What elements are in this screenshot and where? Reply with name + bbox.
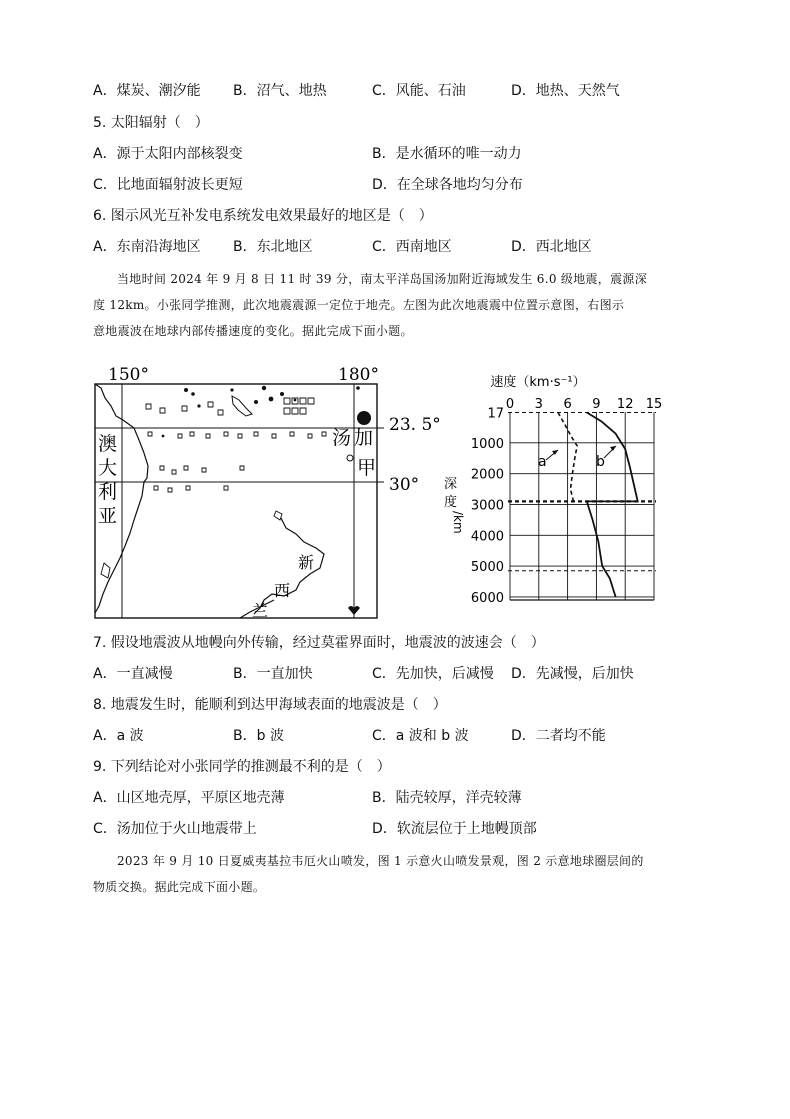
label-nz-3: 兰 [252, 601, 269, 620]
q7-option-d: D．先减慢，后加快 [511, 666, 634, 682]
seismic-wave-graph [418, 366, 668, 610]
island-chain [232, 396, 252, 416]
island-dot [269, 397, 274, 402]
passage-line: 物质交换。据此完成下面小题。 [93, 880, 266, 894]
y-tick-label: 17 [487, 406, 504, 422]
q5-option-b: B．是水循环的唯一动力 [372, 146, 522, 162]
y-axis-label-1: 深 [444, 477, 458, 492]
discontinuity-lines [508, 413, 656, 571]
x-tick-label: 12 [616, 397, 634, 412]
map-lat-23-5: 23. 5° [389, 415, 441, 435]
passage-earthquake [93, 266, 697, 344]
map-lat-30: 30° [389, 475, 420, 495]
island-cluster [148, 432, 326, 438]
map-frame [95, 384, 377, 618]
island-dot [356, 386, 360, 390]
y-tick-label: 5000 [470, 560, 504, 576]
q5-option-d: D．在全球各地均匀分布 [372, 177, 523, 193]
island-dot [294, 399, 297, 402]
label-sea-jia: 甲 [357, 457, 377, 479]
graph-title: 速度（km·s⁻¹） [490, 375, 586, 390]
island-cluster [146, 402, 223, 415]
q6-option-a: A．东南沿海地区 [93, 239, 201, 255]
map-lon-150: 150° [108, 365, 149, 385]
y-tick-label: 6000 [470, 590, 504, 606]
q4-option-d: D．地热、天然气 [511, 83, 620, 99]
label-nz-2: 西 [274, 581, 291, 600]
epicenter-map [86, 358, 441, 623]
island-cluster [154, 466, 244, 492]
graph-grid [510, 412, 654, 600]
x-tick-labels [506, 397, 662, 412]
label-tonga-1: 汤 [332, 427, 352, 449]
q8-option-d: D．二者均不能 [511, 728, 606, 744]
q6-option-d: D．西北地区 [511, 239, 592, 255]
q5-option-c: C．比地面辐射波长更短 [93, 177, 243, 193]
q9-option-a: A．山区地壳厚，平原区地壳薄 [93, 790, 285, 806]
island-outline [274, 511, 282, 520]
q7-option-c: C．先加快，后减慢 [372, 666, 494, 682]
y-tick-labels [471, 407, 504, 606]
q4-option-a: A．煤炭、潮汐能 [93, 83, 201, 99]
x-tick-label: 6 [563, 397, 572, 412]
y-tick-label: 2000 [470, 467, 504, 483]
label-australia-3: 利 [98, 481, 118, 503]
wave-a-label: a [538, 454, 547, 470]
label-australia-4: 亚 [98, 505, 118, 527]
passage-line: 2023 年 9 月 10 日夏威夷基拉韦厄火山喷发，图 1 示意火山喷发景观，图 2 示意地球圈层间的 [117, 854, 644, 868]
label-australia-1: 澳 [98, 433, 118, 455]
island-dot [262, 386, 266, 390]
q8-option-b: B．b 波 [233, 728, 284, 744]
epicenter-marker [357, 411, 371, 425]
q8-stem: 8. 地震发生时，能顺利到达甲海域表面的地震波是（ ） [93, 697, 447, 713]
passage-volcano [93, 848, 697, 900]
passage-line: 当地时间 2024 年 9 月 8 日 11 时 39 分，南太平洋岛国汤加附近海域发生 6.0 级地震，震源深 [117, 272, 648, 286]
island-dot [230, 388, 233, 391]
q5-option-a: A．源于太阳内部核裂变 [93, 146, 243, 162]
island-cluster [284, 398, 314, 404]
map-lon-180: 180° [338, 365, 379, 385]
label-nz-1: 新 [298, 553, 315, 572]
x-tick-label: 15 [645, 397, 663, 412]
passage-line: 意地震波在地球内部传播速度的变化。据此完成下面小题。 [93, 324, 413, 338]
q4-option-c: C．风能、石油 [372, 83, 466, 99]
wave-b-label: b [596, 454, 605, 470]
q8-option-a: A．a 波 [93, 728, 144, 744]
coast-inlet [101, 563, 110, 578]
y-axis-label-2: 度 [444, 495, 458, 510]
q5-stem: 5. 太阳辐射（ ） [93, 115, 209, 131]
island-ring [347, 455, 353, 461]
y-tick-label: 3000 [470, 498, 504, 514]
wave-b-arrowhead [610, 446, 616, 451]
q9-stem: 9. 下列结论对小张同学的推测最不利的是（ ） [93, 759, 391, 775]
island-dot [184, 388, 188, 392]
q7-option-b: B．一直加快 [233, 666, 313, 682]
x-tick-label: 0 [505, 397, 515, 412]
island-glyphs [146, 398, 326, 492]
island-dot [197, 404, 200, 407]
island-dot [280, 392, 284, 396]
q9-option-b: B．陆壳较厚，洋壳较薄 [372, 790, 522, 806]
q4-option-b: B．沼气、地热 [233, 83, 327, 99]
x-tick-label: 3 [534, 397, 543, 412]
label-tonga-2: 加 [354, 427, 374, 449]
island-cluster [284, 408, 306, 414]
x-tick-label: 9 [592, 397, 601, 412]
q7-stem: 7. 假设地震波从地幔向外传输，经过莫霍界面时，地震波的波速会（ ） [93, 635, 545, 651]
q7-option-a: A．一直减慢 [93, 666, 173, 682]
y-tick-label: 4000 [470, 529, 504, 545]
island-marks [162, 386, 297, 438]
island-dot [162, 435, 165, 438]
q6-stem: 6. 图示风光互补发电系统发电效果最好的地区是（ ） [93, 208, 433, 224]
q6-option-b: B．东北地区 [233, 239, 313, 255]
q9-option-c: C．汤加位于火山地震带上 [93, 821, 257, 837]
y-axis-label-3: /km [451, 511, 465, 534]
label-australia-2: 大 [98, 457, 118, 479]
y-tick-label: 1000 [470, 436, 504, 452]
q6-option-c: C．西南地区 [372, 239, 452, 255]
island-dot [191, 392, 195, 396]
island-dot [254, 400, 258, 404]
q8-option-c: C．a 波和 b 波 [372, 728, 469, 744]
q9-option-d: D．软流层位于上地幔顶部 [372, 821, 537, 837]
passage-line: 度 12km。小张同学推测，此次地震震源一定位于地壳。左图为此次地震震中位置示意图，右图示 [93, 298, 625, 312]
